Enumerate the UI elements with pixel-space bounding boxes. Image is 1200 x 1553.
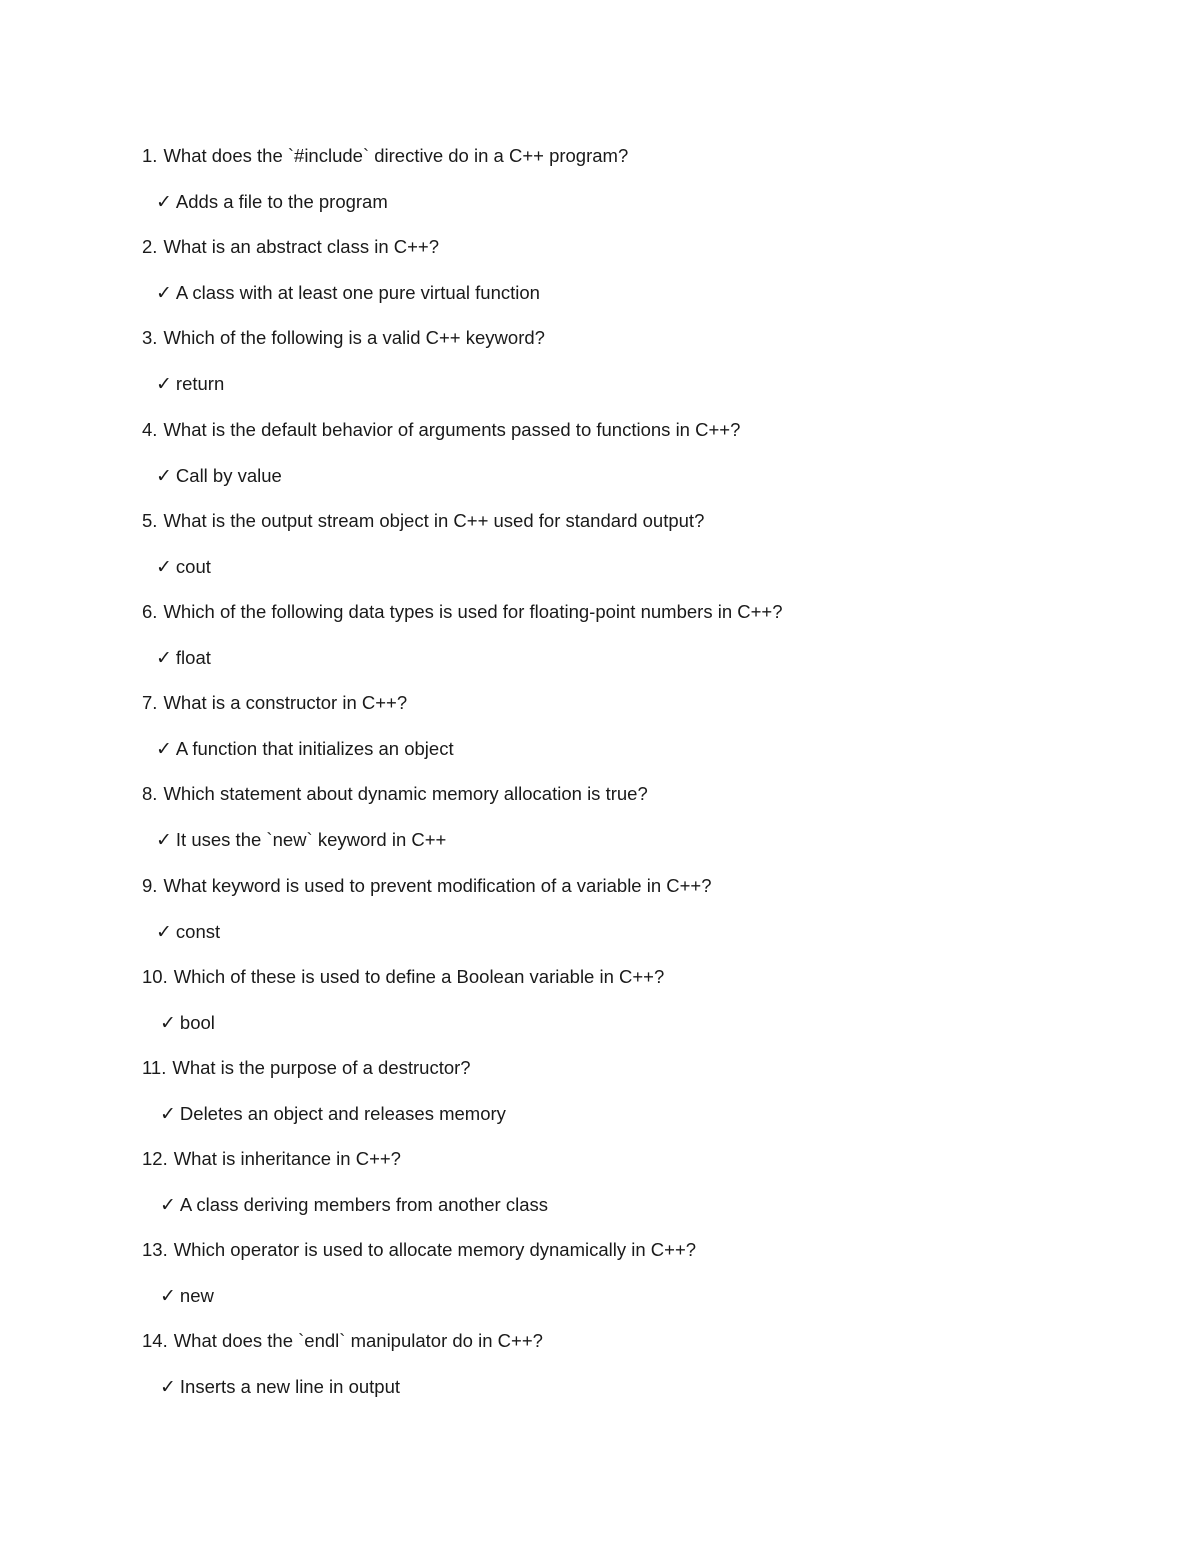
- question-number: 14.: [142, 1330, 168, 1352]
- quiz-item: [142, 141, 1102, 232]
- quiz-item: [142, 415, 1102, 506]
- check-icon: ✓: [156, 738, 172, 761]
- check-icon: ✓: [160, 1102, 176, 1125]
- question: [142, 779, 648, 809]
- question: [142, 962, 664, 992]
- question: [142, 323, 545, 353]
- answer-text: Deletes an object and releases memory: [179, 1102, 506, 1124]
- question-text: What is inheritance in C++?: [173, 1148, 401, 1170]
- question-number: 4.: [142, 418, 158, 440]
- answer: [156, 369, 224, 399]
- answer-text: It uses the `new` keyword in C++: [175, 829, 447, 851]
- answer: [156, 278, 540, 308]
- answer: [156, 643, 211, 673]
- question-text: Which of these is used to define a Boolean variable in C++?: [173, 965, 665, 987]
- answer-text: new: [179, 1285, 214, 1307]
- question: [142, 506, 704, 536]
- quiz-item: [142, 1144, 1102, 1235]
- question: [142, 597, 783, 627]
- answer: [156, 825, 446, 855]
- question-text: What is the default behavior of arguments passed to functions in C++?: [163, 418, 741, 440]
- question-text: What is an abstract class in C++?: [163, 236, 440, 258]
- answer-text: Call by value: [175, 464, 282, 486]
- quiz-item: [142, 323, 1102, 414]
- quiz-list: [142, 141, 1102, 1418]
- question-text: Which statement about dynamic memory allocation is true?: [163, 783, 648, 805]
- answer: [156, 917, 220, 947]
- question: [142, 1326, 543, 1356]
- question-number: 11.: [142, 1056, 167, 1078]
- check-icon: ✓: [160, 1285, 176, 1308]
- quiz-item: [142, 232, 1102, 323]
- answer: [160, 1281, 214, 1311]
- check-icon: ✓: [156, 464, 172, 487]
- quiz-item: [142, 871, 1102, 962]
- answer-text: A class with at least one pure virtual function: [175, 282, 540, 304]
- check-icon: ✓: [160, 1376, 176, 1399]
- question-number: 7.: [142, 692, 158, 714]
- question-text: What is the output stream object in C++ used for standard output?: [163, 509, 705, 531]
- question: [142, 415, 740, 445]
- question-text: What does the `endl` manipulator do in C++?: [173, 1330, 543, 1352]
- quiz-item: [142, 1326, 1102, 1417]
- answer: [156, 734, 454, 764]
- answer-text: float: [175, 646, 211, 668]
- question-number: 12.: [142, 1148, 168, 1170]
- answer: [160, 1190, 548, 1220]
- answer: [156, 187, 388, 217]
- question-number: 2.: [142, 236, 158, 258]
- question-text: Which operator is used to allocate memory dynamically in C++?: [173, 1239, 697, 1261]
- answer-text: return: [175, 373, 225, 395]
- question-number: 6.: [142, 600, 158, 622]
- question: [142, 1144, 401, 1174]
- answer: [160, 1008, 215, 1038]
- question: [142, 232, 439, 262]
- quiz-item: [142, 1053, 1102, 1144]
- answer: [160, 1099, 506, 1129]
- question-number: 8.: [142, 783, 158, 805]
- question-number: 1.: [142, 145, 158, 166]
- quiz-item: [142, 597, 1102, 688]
- answer-text: A function that initializes an object: [175, 738, 454, 760]
- question-text: What is the purpose of a destructor?: [172, 1056, 471, 1078]
- question-number: 3.: [142, 327, 158, 349]
- check-icon: ✓: [156, 373, 172, 396]
- check-icon: ✓: [160, 1011, 176, 1034]
- check-icon: ✓: [160, 1194, 176, 1217]
- question-number: 10.: [142, 965, 168, 987]
- answer-text: cout: [175, 555, 211, 577]
- check-icon: ✓: [156, 191, 172, 213]
- answer-text: Adds a file to the program: [175, 191, 388, 212]
- question-text: What is a constructor in C++?: [163, 692, 408, 714]
- question-number: 13.: [142, 1239, 168, 1261]
- check-icon: ✓: [156, 646, 172, 669]
- check-icon: ✓: [156, 282, 172, 305]
- answer-text: const: [175, 920, 221, 942]
- question-text: Which of the following is a valid C++ keyword?: [163, 327, 545, 349]
- answer-text: A class deriving members from another class: [179, 1194, 549, 1216]
- question: [142, 688, 407, 718]
- question: [142, 141, 628, 171]
- question: [142, 871, 712, 901]
- answer-text: bool: [179, 1011, 215, 1033]
- question: [142, 1235, 696, 1265]
- question-text: What does the `#include` directive do in a C++ program?: [163, 145, 629, 166]
- quiz-item: [142, 1235, 1102, 1326]
- quiz-item: [142, 962, 1102, 1053]
- check-icon: ✓: [156, 829, 172, 852]
- question-text: Which of the following data types is used for floating-point numbers in C++?: [163, 600, 783, 622]
- question-text: What keyword is used to prevent modification of a variable in C++?: [163, 874, 712, 896]
- question: [142, 1053, 471, 1083]
- question-number: 9.: [142, 874, 158, 896]
- answer: [160, 1372, 400, 1402]
- answer: [156, 461, 282, 491]
- quiz-item: [142, 506, 1102, 597]
- check-icon: ✓: [156, 555, 172, 578]
- answer: [156, 552, 211, 582]
- answer-text: Inserts a new line in output: [179, 1376, 400, 1398]
- quiz-item: [142, 688, 1102, 779]
- check-icon: ✓: [156, 920, 172, 943]
- quiz-item: [142, 779, 1102, 870]
- question-number: 5.: [142, 509, 158, 531]
